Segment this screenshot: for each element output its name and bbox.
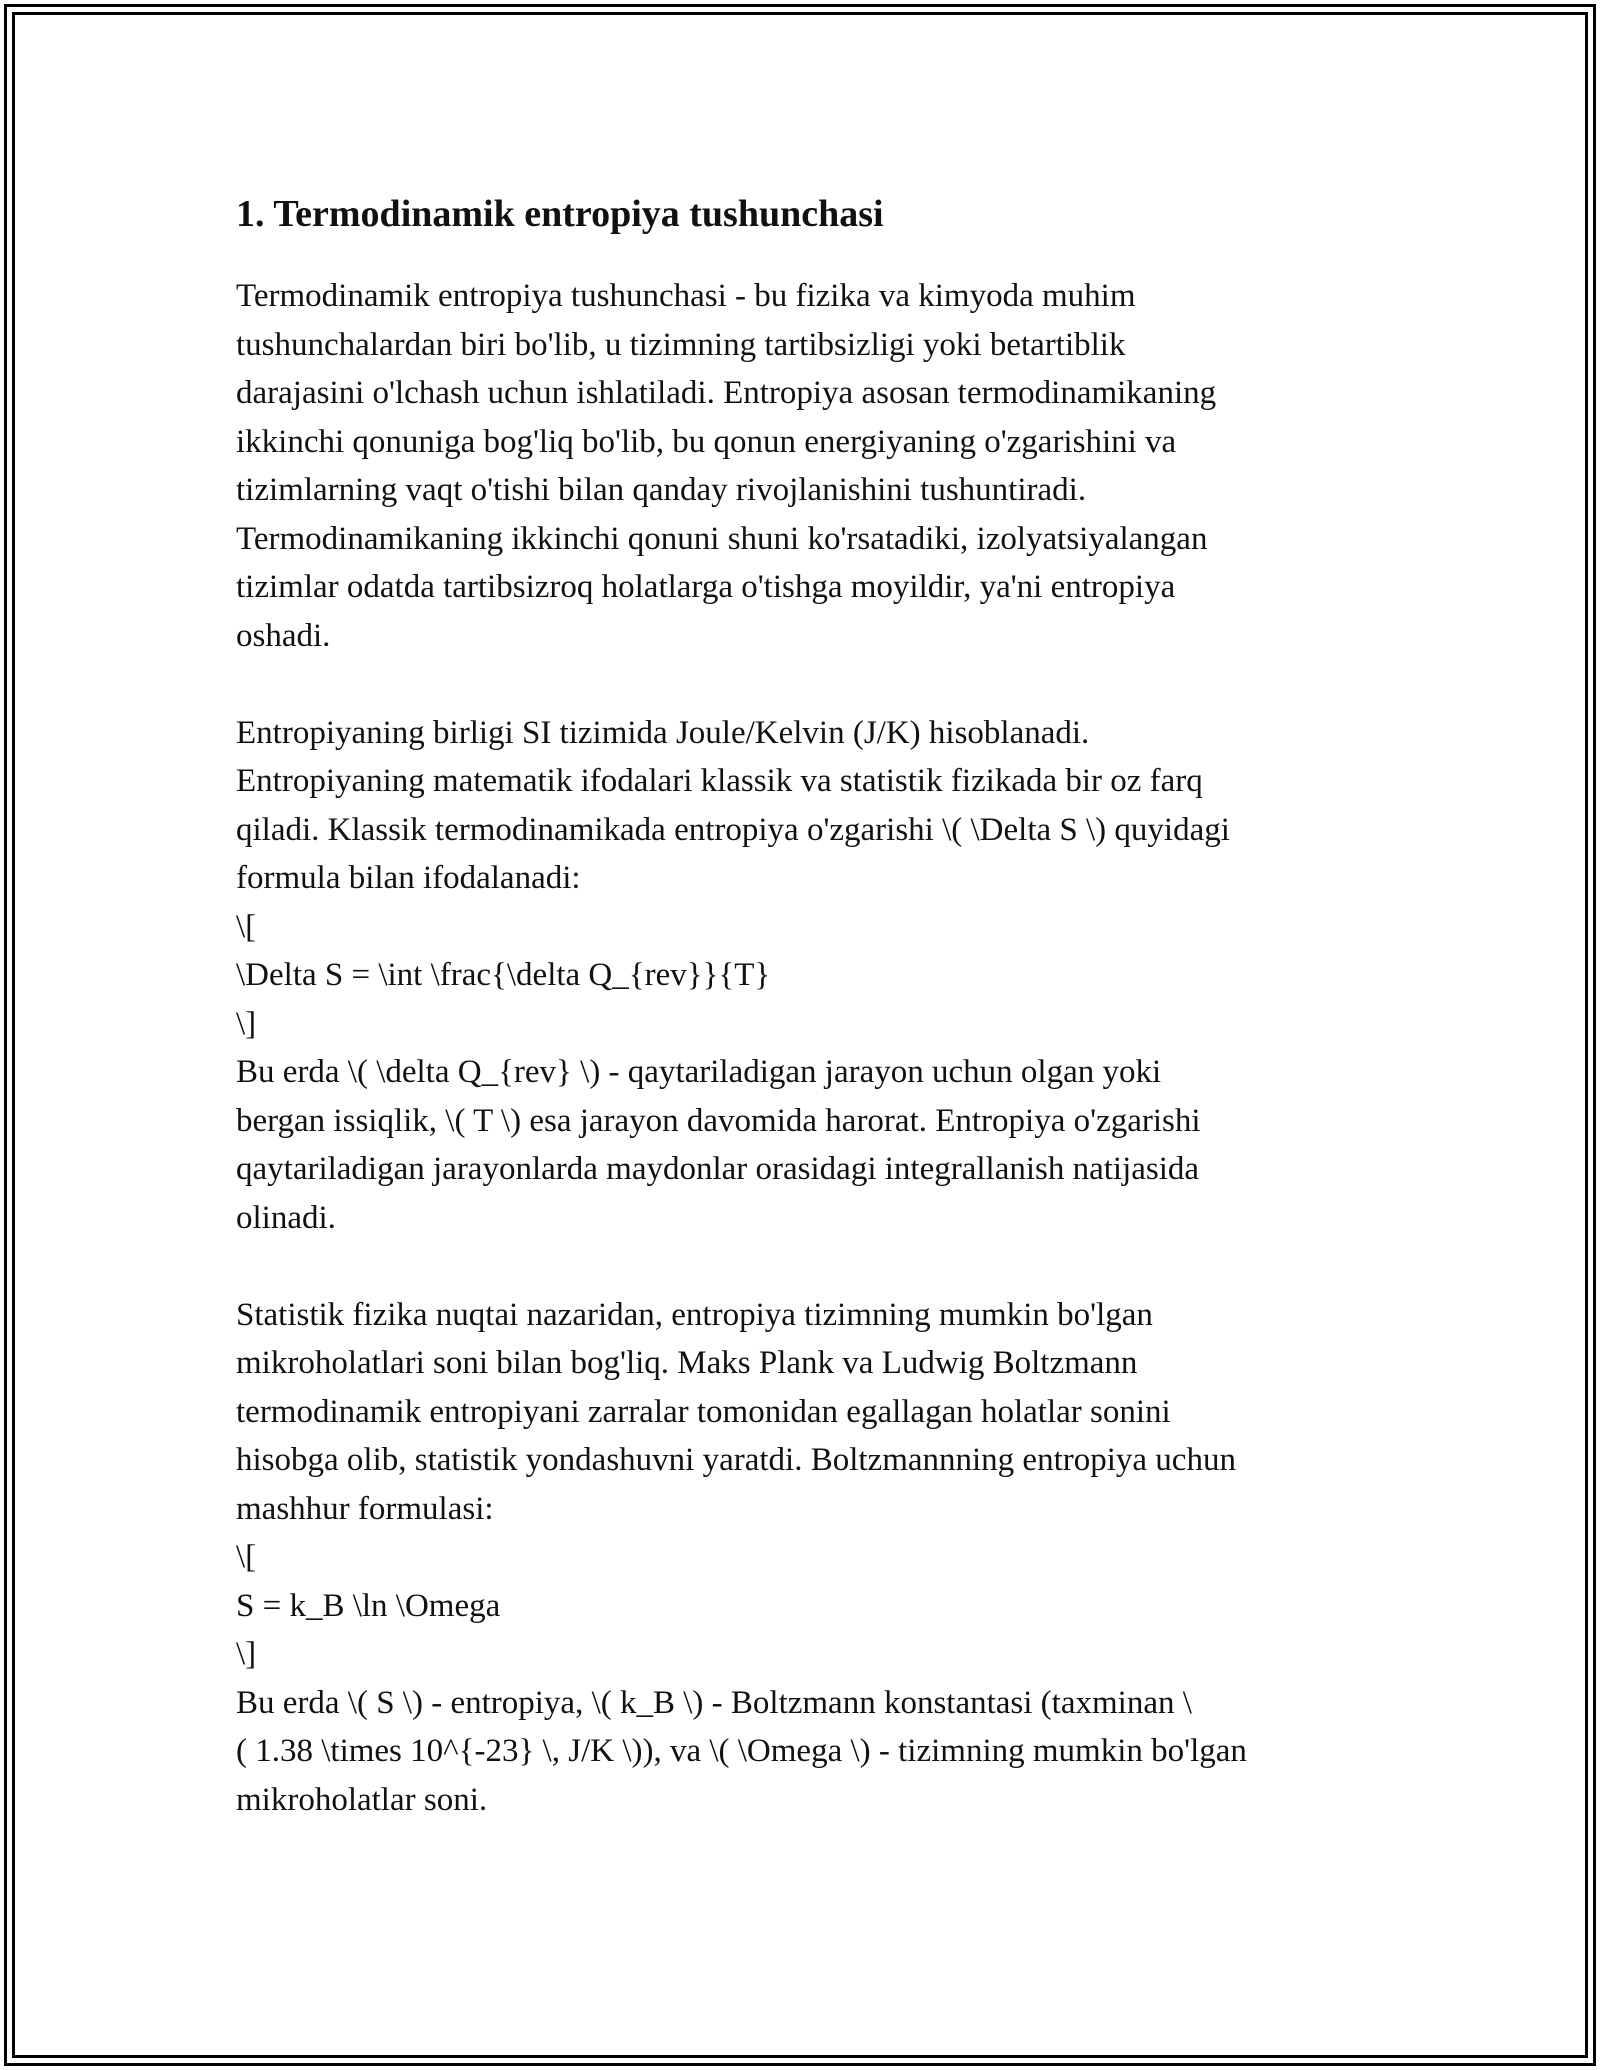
text-line: Entropiyaning matematik ifodalari klassik va statistik fizikada bir oz farq [236,763,1203,799]
text-line: ( 1.38 \times 10^{-23} \, J/K \)), va \( \Omega \) - tizimning mumkin bo'lgan [236,1733,1247,1769]
text-line: darajasini o'lchash uchun ishlatiladi. Entropiya asosan termodinamikaning [236,375,1217,411]
text-line: formula bilan ifodalanadi: [236,860,581,896]
text-line: \] [236,1005,257,1042]
section-heading: 1. Termodinamik entropiya tushunchasi [236,193,884,235]
text-line: olinadi. [236,1199,336,1236]
text-line: bergan issiqlik, \( T \) esa jarayon davomida harorat. Entropiya o'zgarishi [236,1102,1201,1139]
paragraph-gap [236,1242,1366,1291]
text-line: hisobga olib, statistik yondashuvni yaratdi. Boltzmannning entropiya uchun [236,1442,1236,1478]
document-body [236,186,1366,1824]
text-line: Bu erda \( \delta Q_{rev} \) - qaytariladigan jarayon uchun olgan yoki [236,1054,1162,1090]
text-line: ikkinchi qonuniga bog'liq bo'lib, bu qonun energiyaning o'zgarishini va [236,423,1177,460]
text-line: qiladi. Klassik termodinamikada entropiya o'zgarishi \( \Delta S \) quyidagi [236,811,1230,848]
text-line: Statistik fizika nuqtai nazaridan, entropiya tizimning mumkin bo'lgan [236,1296,1153,1333]
text-line: qaytariladigan jarayonlarda maydonlar orasidagi integrallanish natijasida [236,1151,1200,1187]
text-line: Bu erda \( S \) - entropiya, \( k_B \) - Boltzmann konstantasi (taxminan \ [236,1684,1192,1721]
text-line: Entropiyaning birligi SI tizimida Joule/Kelvin (J/K) hisoblanadi. [236,714,1090,751]
text-line: \[ [236,1539,257,1575]
text-line: tizimlar odatda tartibsizroq holatlarga o'tishga moyildir, ya'ni entropiya [236,569,1176,605]
text-line: mikroholatlar soni. [236,1781,488,1818]
paragraph-gap [236,660,1366,709]
text-line: tizimlarning vaqt o'tishi bilan qanday rivojlanishini tushuntiradi. [236,472,1087,508]
text-line: termodinamik entropiyani zarralar tomonidan egallagan holatlar sonini [236,1393,1171,1430]
text-line: \[ [236,908,257,945]
text-line: oshadi. [236,617,331,654]
text-line: tushunchalardan biri bo'lib, u tizimning tartibsizligi yoki betartiblik [236,326,1126,363]
document-text [236,272,1366,1824]
text-line: S = k_B \ln \Omega [236,1587,501,1624]
text-line: mikroholatlari soni bilan bog'liq. Maks Plank va Ludwig Boltzmann [236,1345,1138,1381]
text-line: Termodinamikaning ikkinchi qonuni shuni ko'rsatadiki, izolyatsiyalangan [236,520,1208,557]
text-line: mashhur formulasi: [236,1490,494,1527]
text-line: \Delta S = \int \frac{\delta Q_{rev}}{T} [236,957,771,993]
text-line: \] [236,1636,257,1672]
text-line: Termodinamik entropiya tushunchasi - bu fizika va kimyoda muhim [236,278,1136,314]
